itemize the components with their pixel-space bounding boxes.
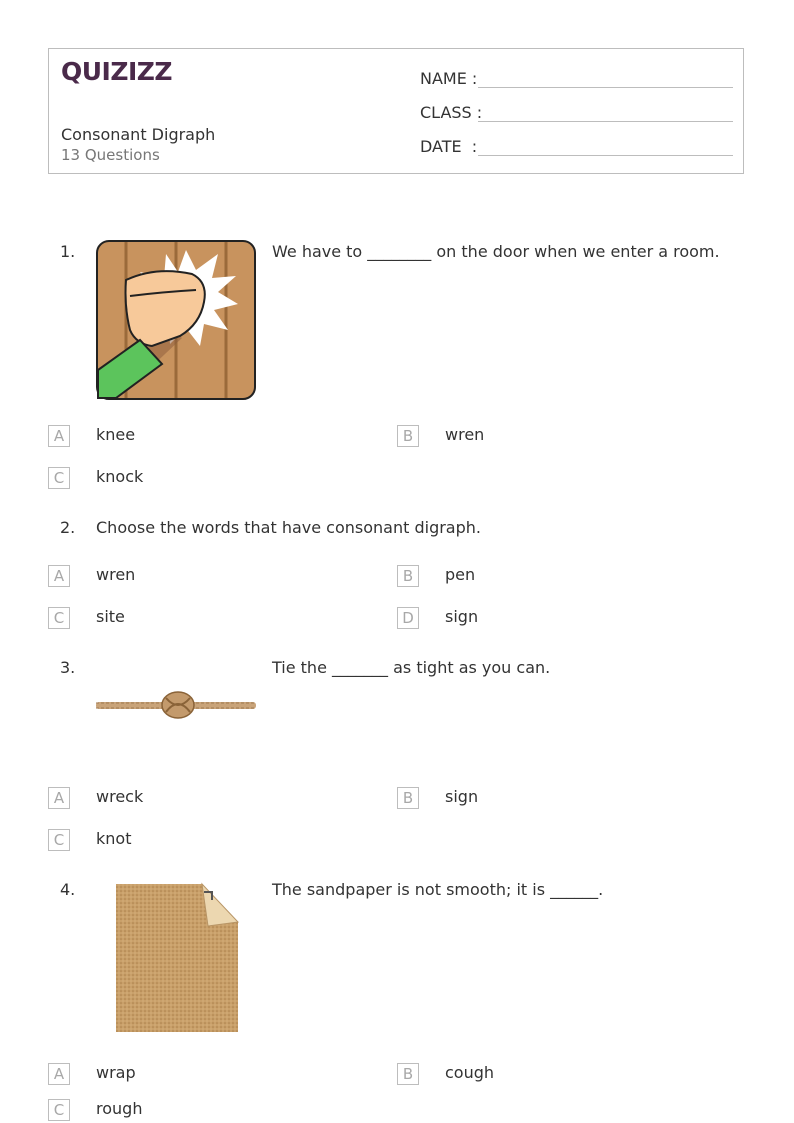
option-text: knee — [96, 425, 136, 444]
option-text: sign — [445, 607, 479, 626]
option-letter-box[interactable]: A — [48, 565, 70, 587]
option-text: cough — [445, 1063, 495, 1082]
question-text: We have to ________ on the door when we enter a room. — [272, 242, 720, 261]
question-number: 3. — [60, 658, 76, 677]
option-text: site — [96, 607, 125, 626]
question-text: Tie the _______ as tight as you can. — [272, 658, 551, 677]
option-letter-box[interactable]: A — [48, 425, 70, 447]
question-text: The sandpaper is not smooth; it is ______. — [272, 880, 604, 899]
option-letter-box[interactable]: C — [48, 607, 70, 629]
class-field[interactable] — [420, 103, 482, 122]
name-field[interactable] — [420, 69, 477, 88]
question-number: 2. — [60, 518, 76, 537]
date-field[interactable] — [420, 137, 477, 156]
rope-knot-icon — [96, 688, 256, 728]
option-letter-box[interactable]: A — [48, 1063, 70, 1085]
option-letter-box[interactable]: D — [397, 607, 419, 629]
class-label: CLASS : — [420, 103, 483, 122]
option-text: knock — [96, 467, 144, 486]
question-number: 4. — [60, 880, 76, 899]
option-letter-box[interactable]: C — [48, 467, 70, 489]
option-letter-box[interactable]: B — [397, 565, 419, 587]
question-text: Choose the words that have consonant digraph. — [96, 518, 481, 537]
option-text: pen — [445, 565, 476, 584]
date-label: DATE : — [420, 137, 478, 156]
option-text: wren — [445, 425, 485, 444]
worksheet-header — [48, 48, 744, 174]
option-text: wreck — [96, 787, 144, 806]
name-line[interactable] — [478, 87, 733, 88]
question-count: 13 Questions — [61, 146, 160, 164]
option-text: rough — [96, 1099, 143, 1118]
option-letter-box[interactable]: B — [397, 1063, 419, 1085]
worksheet-title: Consonant Digraph — [61, 125, 216, 144]
question-number: 1. — [60, 242, 76, 261]
option-letter-box[interactable]: C — [48, 1099, 70, 1121]
class-line[interactable] — [478, 121, 733, 122]
option-letter-box[interactable]: A — [48, 787, 70, 809]
option-text: sign — [445, 787, 479, 806]
option-text: wrap — [96, 1063, 136, 1082]
sandpaper-sheet-icon — [112, 882, 240, 1038]
option-text: wren — [96, 565, 136, 584]
option-letter-box[interactable]: C — [48, 829, 70, 851]
option-text: knot — [96, 829, 132, 848]
option-letter-box[interactable]: B — [397, 425, 419, 447]
name-label: NAME : — [420, 69, 478, 88]
fist-knocking-door-icon — [96, 240, 256, 404]
date-line[interactable] — [478, 155, 733, 156]
quizizz-logo: QUIZIZZ — [61, 57, 173, 86]
option-letter-box[interactable]: B — [397, 787, 419, 809]
